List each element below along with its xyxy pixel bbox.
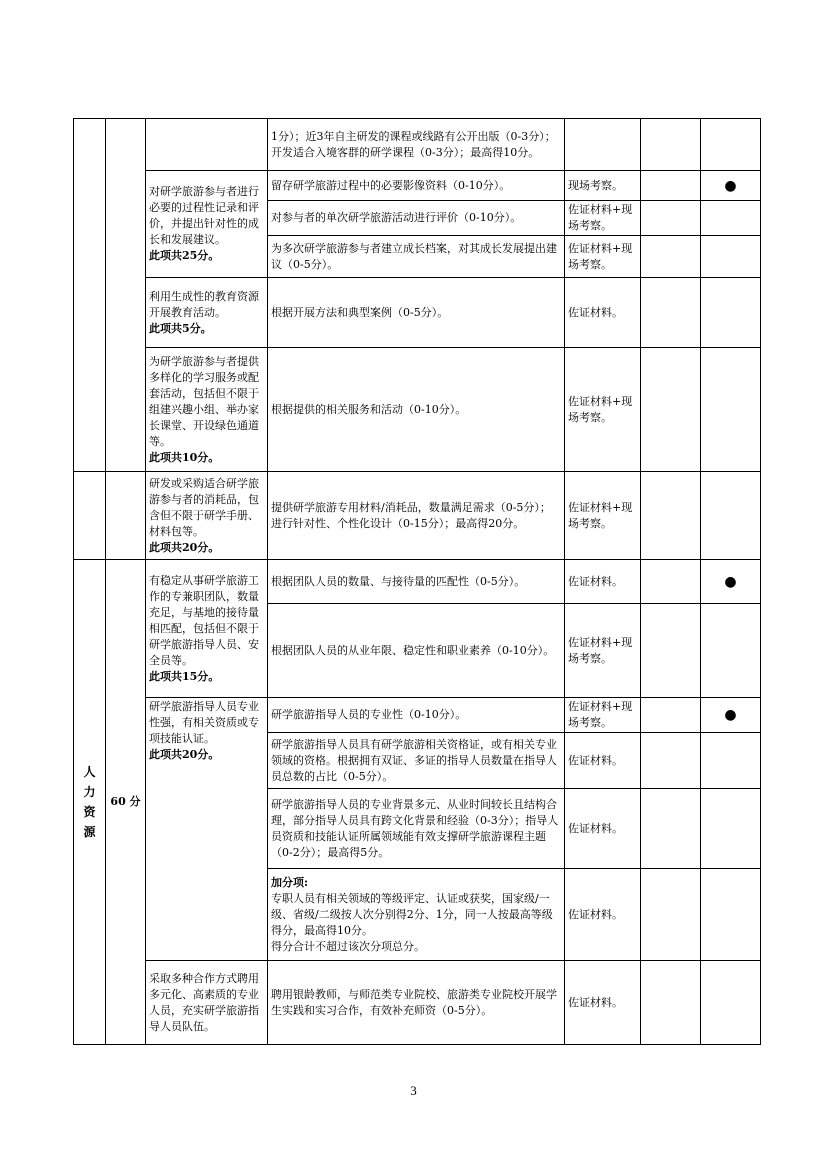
blank-cell bbox=[641, 278, 701, 348]
category-char: 人 bbox=[83, 765, 96, 779]
blank-cell bbox=[641, 698, 701, 733]
total-text: 此项共25分。 bbox=[149, 249, 220, 262]
method-cell bbox=[565, 119, 641, 171]
category-cell bbox=[74, 472, 106, 560]
blank-cell bbox=[641, 348, 701, 472]
requirement-text: 为研学旅游参与者提供多样化的学习服务或配套活动，包括但不限于组建兴趣小组、举办家长课堂、开设绿色通道等。 bbox=[149, 354, 259, 448]
table-row bbox=[74, 119, 761, 171]
category-char: 力 bbox=[83, 785, 96, 799]
blank-cell bbox=[641, 604, 701, 698]
requirement-cell bbox=[146, 472, 268, 560]
requirement-text: 利用生成性的教育资源开展教育活动。 bbox=[149, 289, 259, 319]
blank-cell bbox=[641, 869, 701, 961]
requirement-cell bbox=[146, 560, 268, 698]
requirement-text: 研发或采购适合研学旅游参与者的消耗品，包含但不限于研学手册、材料包等。 bbox=[149, 476, 259, 538]
criterion-cell: 根据团队人员的从业年限、稳定性和职业素养（0-10分）。 bbox=[268, 604, 565, 698]
bonus-criterion-cell bbox=[268, 869, 565, 961]
method-cell: 佐证材料+现场考察。 bbox=[565, 348, 641, 472]
category-cell bbox=[74, 119, 106, 472]
category-char: 资 bbox=[83, 805, 96, 819]
method-cell: 佐证材料+现场考察。 bbox=[565, 604, 641, 698]
criterion-cell: 1分）；近3年自主研发的课程或线路有公开出版（0-3分）；开发适合入境客群的研学课程（0-3分）；最高得10分。 bbox=[268, 119, 565, 171]
criterion-cell: 研学旅游指导人员具有研学旅游相关资格证，或有相关专业领域的资格。根据拥有双证、多证的指导人员数量在指导人员总数的占比（0-5分）。 bbox=[268, 733, 565, 789]
requirement-text: 对研学旅游参与者进行必要的过程性记录和评价，并提出针对性的成长和发展建议。 bbox=[149, 185, 259, 246]
mark-cell bbox=[701, 236, 761, 278]
category-hr-cell bbox=[74, 560, 106, 1045]
mark-cell bbox=[701, 869, 761, 961]
criterion-cell: 根据开展方法和典型案例（0-5分）。 bbox=[268, 278, 565, 348]
blank-cell bbox=[641, 171, 701, 201]
mark-cell bbox=[701, 201, 761, 236]
mark-cell bbox=[701, 119, 761, 171]
method-cell: 佐证材料。 bbox=[565, 869, 641, 961]
blank-cell bbox=[641, 733, 701, 789]
requirement-cell bbox=[146, 278, 268, 348]
bonus-text: 专职人员有相关领域的等级评定、认证或获奖，国家级/一级、省级/二级按人次分别得2分、1分，同一人按最高等级得分，最高得10分。 bbox=[271, 891, 553, 937]
blank-cell bbox=[641, 560, 701, 604]
criterion-cell: 研学旅游指导人员的专业性（0-10分）。 bbox=[268, 698, 565, 733]
score-cell bbox=[106, 472, 146, 560]
requirement-cell: 采取多种合作方式聘用多元化、高素质的专业人员，充实研学旅游指导人员队伍。 bbox=[146, 961, 268, 1045]
method-cell: 佐证材料+现场考察。 bbox=[565, 698, 641, 733]
table-row bbox=[74, 278, 761, 348]
method-cell: 现场考察。 bbox=[565, 171, 641, 201]
blank-cell bbox=[641, 119, 701, 171]
blank-cell bbox=[641, 789, 701, 869]
method-cell: 佐证材料+现场考察。 bbox=[565, 472, 641, 560]
page-number: 3 bbox=[410, 1083, 417, 1098]
table-row bbox=[74, 348, 761, 472]
key-item-mark: ● bbox=[701, 171, 761, 201]
mark-cell bbox=[701, 733, 761, 789]
table-row bbox=[74, 171, 761, 201]
table-row bbox=[74, 472, 761, 560]
mark-cell bbox=[701, 604, 761, 698]
criterion-cell: 根据团队人员的数量、与接待量的匹配性（0-5分）。 bbox=[268, 560, 565, 604]
requirement-text: 有稳定从事研学旅游工作的专兼职团队，数量充足，与基地的接待量相匹配，包括但不限于研学旅游指导人员、安全员等。 bbox=[149, 573, 259, 667]
score-cell bbox=[106, 119, 146, 472]
total-text: 此项共15分。 bbox=[149, 669, 220, 683]
method-cell: 佐证材料。 bbox=[565, 733, 641, 789]
total-text: 此项共20分。 bbox=[149, 748, 220, 761]
criterion-cell: 根据提供的相关服务和活动（0-10分）。 bbox=[268, 348, 565, 472]
criterion-cell: 为多次研学旅游参与者建立成长档案，对其成长发展提出建议（0-5分）。 bbox=[268, 236, 565, 278]
mark-cell bbox=[701, 278, 761, 348]
total-text: 此项共5分。 bbox=[149, 321, 212, 335]
table-row bbox=[74, 698, 761, 733]
method-cell: 佐证材料。 bbox=[565, 789, 641, 869]
evaluation-table bbox=[73, 118, 761, 1045]
bonus-title: 加分项: bbox=[271, 875, 309, 889]
criterion-cell: 提供研学旅游专用材料/消耗品，数量满足需求（0-5分）；进行针对性、个性化设计（0-15分）；最高得20分。 bbox=[268, 472, 565, 560]
key-item-mark: ● bbox=[701, 560, 761, 604]
blank-cell bbox=[641, 472, 701, 560]
total-text: 此项共10分。 bbox=[149, 450, 220, 464]
method-cell: 佐证材料+现场考察。 bbox=[565, 236, 641, 278]
criterion-cell: 研学旅游指导人员的专业背景多元、从业时间较长且结构合理，部分指导人员具有跨文化背景和经验（0-3分）；指导人员资质和技能认证所属领域能有效支撑研学旅游课程主题（0-2分）；最高得5分。 bbox=[268, 789, 565, 869]
table-row bbox=[74, 961, 761, 1045]
mark-cell bbox=[701, 789, 761, 869]
mark-cell bbox=[701, 348, 761, 472]
criterion-cell: 聘用银龄教师，与师范类专业院校、旅游类专业院校开展学生实践和实习合作，有效补充师资（0-5分）。 bbox=[268, 961, 565, 1045]
blank-cell bbox=[641, 201, 701, 236]
mark-cell bbox=[701, 472, 761, 560]
requirement-cell bbox=[146, 348, 268, 472]
requirement-cell bbox=[146, 171, 268, 278]
bonus-note: 得分合计不超过该次分项总分。 bbox=[271, 939, 425, 953]
method-cell: 佐证材料。 bbox=[565, 961, 641, 1045]
criterion-cell: 留存研学旅游过程中的必要影像资料（0-10分）。 bbox=[268, 171, 565, 201]
requirement-text: 研学旅游指导人员专业性强，有相关资质或专项技能认证。 bbox=[149, 700, 259, 745]
category-char: 源 bbox=[83, 825, 96, 839]
blank-cell bbox=[641, 236, 701, 278]
key-item-mark: ● bbox=[701, 698, 761, 733]
criterion-cell: 对参与者的单次研学旅游活动进行评价（0-10分）。 bbox=[268, 201, 565, 236]
method-cell: 佐证材料。 bbox=[565, 560, 641, 604]
table-row bbox=[74, 560, 761, 604]
blank-cell bbox=[641, 961, 701, 1045]
mark-cell bbox=[701, 961, 761, 1045]
requirement-cell bbox=[146, 698, 268, 961]
category-score: 60 分 bbox=[106, 560, 146, 1045]
requirement-cell bbox=[146, 119, 268, 171]
total-text: 此项共20分。 bbox=[149, 540, 220, 554]
method-cell: 佐证材料。 bbox=[565, 278, 641, 348]
method-cell: 佐证材料+现场考察。 bbox=[565, 201, 641, 236]
